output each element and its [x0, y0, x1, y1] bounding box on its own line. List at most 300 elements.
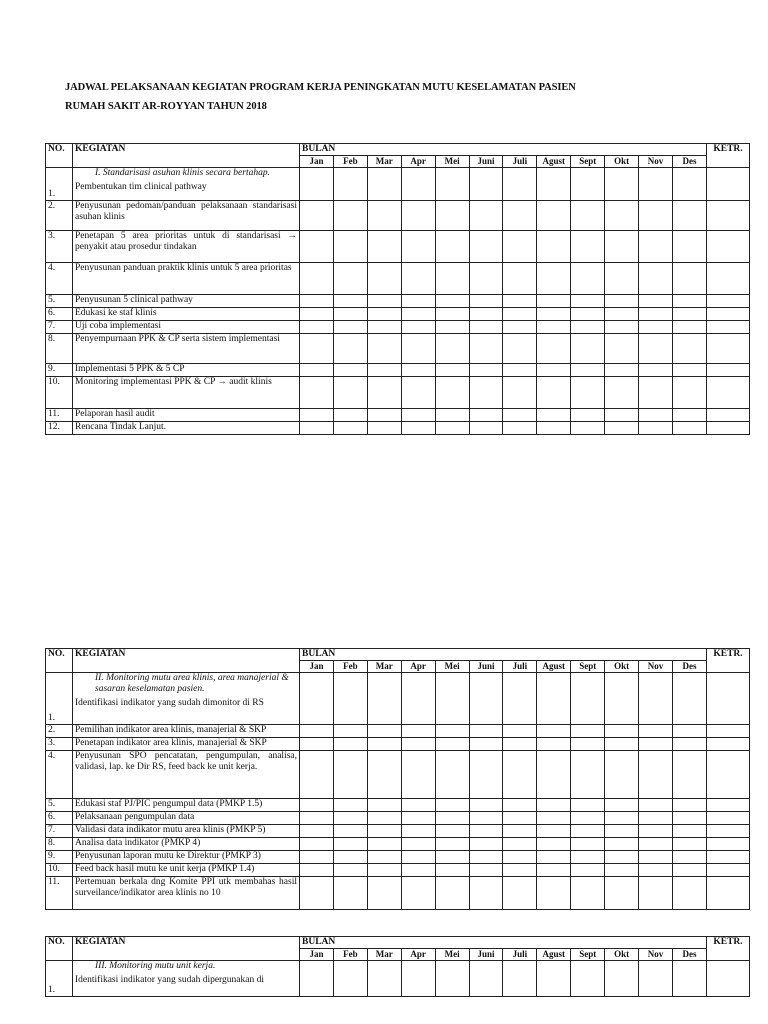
month-cell — [571, 673, 605, 725]
month-cell — [435, 825, 469, 838]
month-cell — [605, 673, 639, 725]
month-cell — [333, 738, 367, 751]
month-cell — [435, 409, 469, 422]
month-cell — [605, 812, 639, 825]
ketr-cell — [707, 201, 750, 231]
month-header: Juli — [503, 156, 537, 168]
ketr-cell — [707, 168, 750, 201]
month-cell — [639, 864, 673, 877]
month-cell — [300, 825, 334, 838]
month-cell — [300, 201, 334, 231]
activity-cell — [73, 673, 300, 725]
month-header: Sept — [571, 661, 605, 673]
month-cell — [571, 364, 605, 377]
activity-text: Penyusunan panduan praktik klinis untuk 5 area prioritas — [75, 263, 292, 273]
ketr-cell — [707, 864, 750, 877]
activity-cell — [73, 422, 300, 435]
ketr-cell — [707, 231, 750, 263]
month-cell — [333, 725, 367, 738]
row-number-text: 1. — [48, 189, 56, 199]
header-kegiatan: KEGIATAN — [73, 937, 300, 961]
activity-cell — [73, 263, 300, 295]
row-number — [46, 409, 73, 422]
row-number-text: 7. — [48, 321, 56, 331]
activity-text: Pelaporan hasil audit — [75, 409, 155, 419]
month-cell — [469, 725, 503, 738]
activity-text: Penetapan indikator area klinis, manajerial & SKP — [75, 738, 267, 748]
month-cell — [537, 334, 571, 364]
activity-text: Validasi data indikator mutu area klinis (PMKP 5) — [75, 825, 266, 835]
month-cell — [333, 409, 367, 422]
schedule-table-1 — [45, 143, 750, 435]
month-cell — [571, 961, 605, 997]
month-cell — [605, 422, 639, 435]
activity-text: Feed back hasil mutu ke unit kerja (PMKP 1.4) — [75, 864, 255, 874]
activity-cell — [73, 168, 300, 201]
ketr-cell — [707, 851, 750, 864]
month-cell — [401, 308, 435, 321]
month-cell — [333, 851, 367, 864]
month-header: Feb — [333, 661, 367, 673]
month-cell — [401, 961, 435, 997]
activity-text: Identifikasi indikator yang sudah dimonitor di RS — [75, 698, 264, 708]
month-cell — [401, 812, 435, 825]
month-cell — [435, 961, 469, 997]
month-cell — [672, 377, 706, 409]
header-bulan: BULAN — [300, 144, 707, 156]
activity-text: Pembentukan tim clinical pathway — [75, 182, 207, 192]
month-cell — [435, 738, 469, 751]
month-cell — [672, 231, 706, 263]
month-cell — [639, 877, 673, 910]
month-cell — [401, 673, 435, 725]
month-cell — [503, 751, 537, 799]
month-cell — [367, 751, 401, 799]
row-number-text: 4. — [48, 751, 56, 761]
ketr-cell — [707, 877, 750, 910]
month-cell — [672, 422, 706, 435]
month-cell — [639, 321, 673, 334]
month-cell — [367, 864, 401, 877]
month-cell — [401, 877, 435, 910]
row-number-text: 10. — [48, 864, 60, 874]
row-number-text: 11. — [48, 877, 60, 887]
month-header: Feb — [333, 949, 367, 961]
schedule-table-2 — [45, 648, 750, 910]
month-cell — [537, 308, 571, 321]
row-number — [46, 308, 73, 321]
month-header: Okt — [605, 661, 639, 673]
document-subtitle: RUMAH SAKIT AR-ROYYAN TAHUN 2018 — [65, 101, 267, 112]
month-cell — [605, 364, 639, 377]
month-cell — [537, 825, 571, 838]
month-cell — [605, 321, 639, 334]
activity-text: Penyusunan SPO pencatatan, pengumpulan, analisa, validasi, lap. ke Dir RS, feed back ke unit kerja. — [75, 751, 297, 772]
month-cell — [435, 295, 469, 308]
row-number — [46, 864, 73, 877]
month-header: Jan — [300, 156, 334, 168]
activity-text: Rencana Tindak Lanjut. — [75, 422, 167, 432]
row-number — [46, 961, 73, 997]
month-cell — [367, 877, 401, 910]
month-cell — [605, 838, 639, 851]
ketr-cell — [707, 961, 750, 997]
month-cell — [333, 334, 367, 364]
month-cell — [469, 877, 503, 910]
month-cell — [367, 961, 401, 997]
month-header: Mei — [435, 661, 469, 673]
month-cell — [367, 334, 401, 364]
month-cell — [639, 263, 673, 295]
month-header: Apr — [401, 949, 435, 961]
month-cell — [605, 263, 639, 295]
row-number — [46, 422, 73, 435]
row-number — [46, 377, 73, 409]
month-header: Okt — [605, 156, 639, 168]
month-header: Jan — [300, 949, 334, 961]
table-row — [46, 308, 750, 321]
section-heading: II. Monitoring mutu area klinis, area manajerial & sasaran keselamatan pasien. — [95, 673, 289, 694]
month-cell — [300, 738, 334, 751]
month-cell — [435, 377, 469, 409]
month-cell — [639, 364, 673, 377]
month-cell — [401, 851, 435, 864]
month-cell — [503, 295, 537, 308]
activity-cell — [73, 231, 300, 263]
month-header: Des — [672, 156, 706, 168]
table-row — [46, 321, 750, 334]
ketr-cell — [707, 308, 750, 321]
month-cell — [435, 864, 469, 877]
activity-cell — [73, 725, 300, 738]
month-cell — [367, 295, 401, 308]
month-cell — [401, 751, 435, 799]
ketr-cell — [707, 838, 750, 851]
month-cell — [333, 321, 367, 334]
month-cell — [639, 295, 673, 308]
month-cell — [537, 673, 571, 725]
month-cell — [300, 168, 334, 201]
header-kegiatan: KEGIATAN — [73, 649, 300, 673]
month-cell — [639, 799, 673, 812]
month-cell — [367, 825, 401, 838]
activity-cell — [73, 738, 300, 751]
month-cell — [537, 409, 571, 422]
month-cell — [333, 308, 367, 321]
month-cell — [639, 422, 673, 435]
month-cell — [503, 321, 537, 334]
month-cell — [571, 295, 605, 308]
month-cell — [672, 295, 706, 308]
month-cell — [401, 295, 435, 308]
row-number — [46, 851, 73, 864]
month-cell — [435, 201, 469, 231]
ketr-cell — [707, 799, 750, 812]
header-ketr: KETR. — [707, 937, 750, 961]
month-cell — [333, 364, 367, 377]
month-cell — [435, 751, 469, 799]
month-cell — [333, 168, 367, 201]
row-number — [46, 168, 73, 201]
month-cell — [672, 321, 706, 334]
month-cell — [333, 673, 367, 725]
month-cell — [639, 725, 673, 738]
activity-text: Analisa data indikator (PMKP 4) — [75, 838, 201, 848]
month-cell — [571, 864, 605, 877]
month-cell — [537, 231, 571, 263]
document-title: JADWAL PELAKSANAAN KEGIATAN PROGRAM KERJA PENINGKATAN MUTU KESELAMATAN PASIEN — [65, 82, 576, 93]
month-cell — [605, 877, 639, 910]
month-cell — [435, 334, 469, 364]
month-header: Sept — [571, 949, 605, 961]
month-cell — [435, 812, 469, 825]
month-cell — [333, 799, 367, 812]
activity-text: Penyusunan pedoman/panduan pelaksanaan standarisasi asuhan klinis — [75, 201, 297, 222]
month-cell — [672, 877, 706, 910]
month-cell — [435, 799, 469, 812]
month-cell — [672, 673, 706, 725]
month-cell — [367, 838, 401, 851]
month-cell — [401, 168, 435, 201]
month-cell — [367, 364, 401, 377]
activity-cell — [73, 812, 300, 825]
row-number — [46, 673, 73, 725]
month-header: Mar — [367, 661, 401, 673]
month-cell — [672, 851, 706, 864]
month-cell — [401, 377, 435, 409]
row-number — [46, 263, 73, 295]
month-cell — [537, 851, 571, 864]
month-cell — [605, 231, 639, 263]
month-cell — [503, 825, 537, 838]
row-number-text: 6. — [48, 812, 56, 822]
month-cell — [469, 377, 503, 409]
month-cell — [537, 725, 571, 738]
month-cell — [401, 725, 435, 738]
row-number — [46, 201, 73, 231]
month-cell — [300, 295, 334, 308]
activity-cell — [73, 308, 300, 321]
month-cell — [571, 422, 605, 435]
month-cell — [537, 838, 571, 851]
row-number — [46, 877, 73, 910]
month-cell — [300, 422, 334, 435]
month-cell — [639, 825, 673, 838]
month-cell — [333, 231, 367, 263]
row-number-text: 3. — [48, 231, 56, 241]
month-cell — [300, 864, 334, 877]
month-header: Juli — [503, 661, 537, 673]
month-cell — [300, 308, 334, 321]
row-number-text: 12. — [48, 422, 60, 432]
activity-cell — [73, 838, 300, 851]
activity-text: Penyusunan 5 clinical pathway — [75, 295, 193, 305]
month-cell — [571, 201, 605, 231]
month-cell — [333, 825, 367, 838]
month-cell — [503, 201, 537, 231]
month-cell — [401, 422, 435, 435]
month-cell — [503, 364, 537, 377]
activity-text: Identifikasi indikator yang sudah dipergunakan di — [75, 975, 264, 985]
activity-text: Penetapan 5 area prioritas untuk di standarisasi → penyakit atau prosedur tindakan — [75, 231, 297, 252]
month-cell — [605, 851, 639, 864]
month-cell — [469, 409, 503, 422]
month-cell — [435, 838, 469, 851]
month-cell — [469, 864, 503, 877]
month-cell — [605, 334, 639, 364]
month-cell — [469, 321, 503, 334]
month-header: Apr — [401, 156, 435, 168]
month-cell — [571, 851, 605, 864]
month-cell — [333, 295, 367, 308]
month-cell — [367, 799, 401, 812]
month-cell — [469, 308, 503, 321]
activity-text: Implementasi 5 PPK & 5 CP — [75, 364, 185, 374]
month-cell — [333, 377, 367, 409]
month-cell — [503, 738, 537, 751]
month-cell — [435, 673, 469, 725]
header-ketr: KETR. — [707, 144, 750, 168]
ketr-cell — [707, 812, 750, 825]
ketr-cell — [707, 751, 750, 799]
month-cell — [605, 751, 639, 799]
row-number — [46, 738, 73, 751]
month-header: Mei — [435, 949, 469, 961]
month-cell — [537, 961, 571, 997]
ketr-cell — [707, 295, 750, 308]
row-number — [46, 838, 73, 851]
month-cell — [333, 263, 367, 295]
month-cell — [401, 364, 435, 377]
table-row — [46, 231, 750, 263]
month-cell — [503, 877, 537, 910]
month-cell — [469, 201, 503, 231]
month-cell — [469, 838, 503, 851]
month-cell — [571, 725, 605, 738]
month-cell — [672, 409, 706, 422]
month-cell — [605, 725, 639, 738]
month-cell — [503, 168, 537, 201]
month-cell — [571, 825, 605, 838]
activity-text: Pemilihan indikator area klinis, manajerial & SKP — [75, 725, 267, 735]
month-cell — [435, 168, 469, 201]
month-cell — [401, 738, 435, 751]
row-number-text: 5. — [48, 295, 56, 305]
month-cell — [503, 725, 537, 738]
header-no: NO. — [46, 144, 73, 168]
month-cell — [537, 168, 571, 201]
month-header: Mar — [367, 949, 401, 961]
month-cell — [435, 725, 469, 738]
month-cell — [469, 825, 503, 838]
table-row — [46, 812, 750, 825]
row-number — [46, 825, 73, 838]
month-header: Juni — [469, 156, 503, 168]
month-cell — [537, 201, 571, 231]
activity-text: Uji coba implementasi — [75, 321, 162, 331]
table-row — [46, 851, 750, 864]
month-cell — [435, 851, 469, 864]
month-cell — [571, 838, 605, 851]
month-cell — [537, 751, 571, 799]
month-cell — [367, 201, 401, 231]
month-cell — [333, 864, 367, 877]
month-cell — [333, 201, 367, 231]
month-cell — [537, 377, 571, 409]
month-cell — [401, 799, 435, 812]
month-cell — [469, 168, 503, 201]
month-cell — [672, 725, 706, 738]
month-cell — [571, 377, 605, 409]
row-number-text: 9. — [48, 851, 56, 861]
month-cell — [639, 961, 673, 997]
activity-text: Edukasi staf PJ/PIC pengumpul data (PMKP 1.5) — [75, 799, 263, 809]
table-row — [46, 377, 750, 409]
month-cell — [300, 409, 334, 422]
row-number — [46, 725, 73, 738]
month-header: Des — [672, 949, 706, 961]
month-cell — [605, 168, 639, 201]
month-cell — [469, 738, 503, 751]
month-cell — [367, 377, 401, 409]
header-ketr: KETR. — [707, 649, 750, 673]
month-cell — [401, 231, 435, 263]
activity-cell — [73, 877, 300, 910]
month-cell — [571, 812, 605, 825]
table-row — [46, 864, 750, 877]
month-cell — [401, 321, 435, 334]
row-number-text: 8. — [48, 334, 56, 344]
month-cell — [503, 838, 537, 851]
month-cell — [367, 321, 401, 334]
row-number — [46, 812, 73, 825]
month-cell — [333, 838, 367, 851]
month-cell — [435, 877, 469, 910]
month-cell — [367, 738, 401, 751]
row-number-text: 1. — [48, 985, 56, 995]
month-cell — [367, 263, 401, 295]
month-cell — [333, 422, 367, 435]
month-cell — [639, 812, 673, 825]
table-row — [46, 168, 750, 201]
month-header: Feb — [333, 156, 367, 168]
row-number — [46, 751, 73, 799]
month-cell — [639, 308, 673, 321]
row-number — [46, 364, 73, 377]
row-number-text: 5. — [48, 799, 56, 809]
month-cell — [503, 409, 537, 422]
month-header: Nov — [639, 661, 673, 673]
month-cell — [300, 231, 334, 263]
month-cell — [537, 295, 571, 308]
row-number — [46, 231, 73, 263]
row-number — [46, 295, 73, 308]
table-row — [46, 751, 750, 799]
activity-cell — [73, 864, 300, 877]
activity-text: Pertemuan berkala dng Komite PPI utk membahas hasil surveilance/indikator area klinis no 10 — [75, 877, 297, 898]
month-cell — [537, 812, 571, 825]
month-cell — [571, 334, 605, 364]
month-cell — [503, 308, 537, 321]
month-cell — [672, 168, 706, 201]
month-cell — [503, 263, 537, 295]
table-row — [46, 825, 750, 838]
month-cell — [300, 364, 334, 377]
month-cell — [672, 751, 706, 799]
ketr-cell — [707, 725, 750, 738]
header-no: NO. — [46, 937, 73, 961]
section-heading: I. Standarisasi asuhan klinis secara bertahap. — [95, 168, 270, 178]
